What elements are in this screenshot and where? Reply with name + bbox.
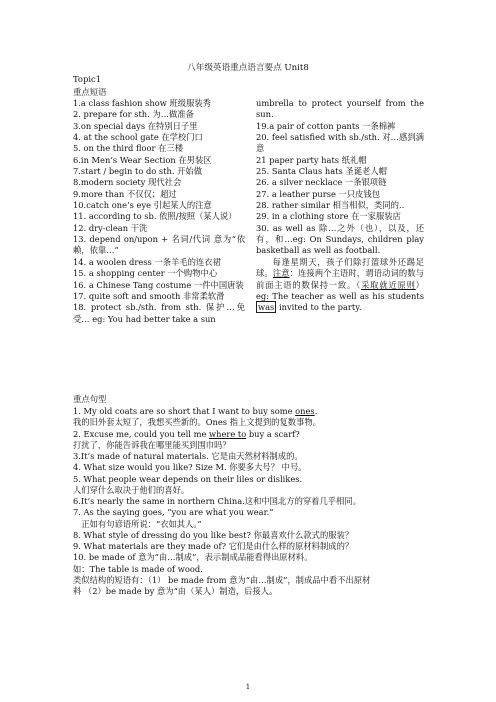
sentence-text: . — [314, 406, 318, 416]
sentence-10-similar: 类似结构的短语有：（1） be made from 意为“由…制成”，制成品中看不出原材 — [73, 574, 371, 585]
phrase-item: 17. quite soft and smooth 非常柔软滑 — [73, 290, 225, 301]
phrase-item: 10.catch one’s eye 引起某人的注意 — [73, 200, 212, 211]
phrase-item: 9.more than 不仅仅；超过 — [73, 188, 177, 199]
phrase-item: 14. a woolen dress 一条羊毛的连衣裙 — [73, 256, 221, 267]
phrase-item: 16. a Chinese Tang costume 一件中国唐装 — [73, 279, 244, 290]
note-rule: ：连接两个主语时，谓语动词的数与前面主语的数保持一致。（ — [256, 268, 424, 290]
boxed-verb: was — [258, 302, 275, 313]
phrase-item: 26. a silver necklace 一条银项链 — [256, 177, 387, 188]
note-label: 注意 — [272, 268, 290, 279]
document-title: 八年级英语重点语言要点 Unit8 — [187, 63, 309, 73]
sentence-2-translation: 打扰了，你能告诉我在哪里能买到围巾吗？ — [73, 439, 231, 450]
phrase-item: 1.a class fashion show 班级服装秀 — [73, 98, 211, 108]
sentence-7-translation: 正如有句谚语所说：“衣如其人。” — [81, 518, 202, 529]
note-example: ） eg: The teacher as well as his students — [256, 279, 424, 301]
sentence-6: 6.It’s nearly the same in northern China.这和中国北方的穿着几乎相同。 — [73, 496, 361, 506]
phrase-item: 4. at the school gate 在学校门口 — [73, 132, 203, 143]
phrase-item: 18. protect sb./sth. from sth. 保护…免受… eg: You had better take a sun — [73, 302, 245, 324]
note-translation: 每逢星期天，孩子们除打篮球外还踢足球。 — [256, 256, 424, 279]
phrase-item: 6.in Men’s Wear Section 在男装区 — [73, 154, 212, 165]
sentence-10-similar-cont: 料 （2）be made by 意为“由（某人）制造，后接人。 — [73, 586, 278, 596]
sentence-7: 7. As the saying goes, “you are what you wear.” — [73, 507, 274, 518]
phrases-left-column — [73, 98, 245, 325]
sentence-5-translation: 人们穿什么取决于他们的喜好。 — [73, 484, 190, 495]
phrase-item: umbrella to protect yourself from the sun. — [256, 98, 424, 120]
topic-label: Topic1 — [73, 74, 102, 84]
phrase-item: 13. depend on/upon + 名词/代词 意为“依赖，依靠…” — [73, 234, 245, 256]
phrase-item: 25. Santa Claus hats 圣诞老人帽 — [256, 166, 387, 177]
phrases-columns — [73, 98, 424, 388]
phrase-item: 30. as well as 除…之外（也），以及，还有，和…eg: On Sundays, children play basketball as well as football. — [256, 222, 424, 256]
phrase-item: 28. rather similar 相当相似，类同的.. — [256, 200, 405, 211]
sentence-4: 4. What size would you like? Size M. 你要多大号？ 中号。 — [73, 462, 307, 473]
sentence-text: 1. My old coats are so short that I want to buy some — [73, 406, 296, 416]
phrase-item: 3.on special days 在特别日子里 — [73, 120, 198, 131]
phrases-right-list — [256, 98, 424, 257]
phrase-item: 2. prepare for sth. 为…做准备 — [73, 109, 194, 120]
phrase-item: 29. in a clothing store 在一家服装店 — [256, 211, 401, 222]
phrase-item: 20. feel satisfied with sb./sth. 对…感到满意 — [256, 132, 424, 154]
sentence-text: buy a scarf? — [246, 428, 300, 439]
sentences-heading: 重点句型 — [73, 394, 107, 404]
phrase-item: 15. a shopping center 一个购物中心 — [73, 268, 218, 279]
sentence-1 — [73, 406, 429, 417]
sentence-patterns — [73, 406, 429, 597]
phrase-item: 7.start / begin to do sth. 开始做 — [73, 166, 203, 177]
phrase-item: 8.modern society 现代社会 — [73, 177, 182, 188]
usage-note — [256, 257, 424, 314]
phrases-heading: 重点短语 — [73, 87, 107, 97]
sentence-text: 2. Excuse me, could you tell me — [73, 428, 209, 439]
phrase-item: 21 paper party hats 纸礼帽 — [256, 154, 367, 165]
sentence-3: 3.It’s made of natural materials. 它是由天然材料制成的。 — [73, 451, 303, 461]
sentence-5: 5. What people wear depends on their liles or dislikes. — [73, 473, 303, 484]
phrase-item: 19.a pair of cotton pants 一条棉裤 — [256, 120, 396, 131]
note-principle: 采取就近原则 — [361, 279, 416, 290]
note-example-end: invited to the party. — [278, 302, 362, 313]
sentence-10-example: 如：The table is made of wood. — [73, 563, 203, 574]
phrases-right-column — [256, 98, 424, 314]
phrase-item: 12. dry-clean 干洗 — [73, 222, 148, 233]
phrase-item: 11. according to sb. 依照/按照（某人说） — [73, 211, 237, 222]
sentence-2 — [73, 429, 429, 440]
sentence-9: 9. What materials are they made of? 它们是由什么样的原材料制成的？ — [73, 541, 354, 551]
page-number: 1 — [245, 683, 251, 691]
underlined-word: where to — [209, 428, 247, 439]
sentence-1-translation: 我的旧外套太短了，我想买些新的。Ones 指上文提到的复数事物。 — [73, 417, 321, 428]
sentence-8: 8. What style of dressing do you like best? 你最喜欢什么款式的服装？ — [73, 529, 354, 540]
underlined-word: ones — [295, 406, 315, 416]
phrase-item: 27. a leather purse 一只皮钱包 — [256, 188, 381, 199]
sentence-10: 10. be made of 意为“由…制成”，表示制成品能看得出原材料。 — [73, 552, 313, 563]
phrase-item: 5. on the third floor 在三楼 — [73, 143, 184, 154]
